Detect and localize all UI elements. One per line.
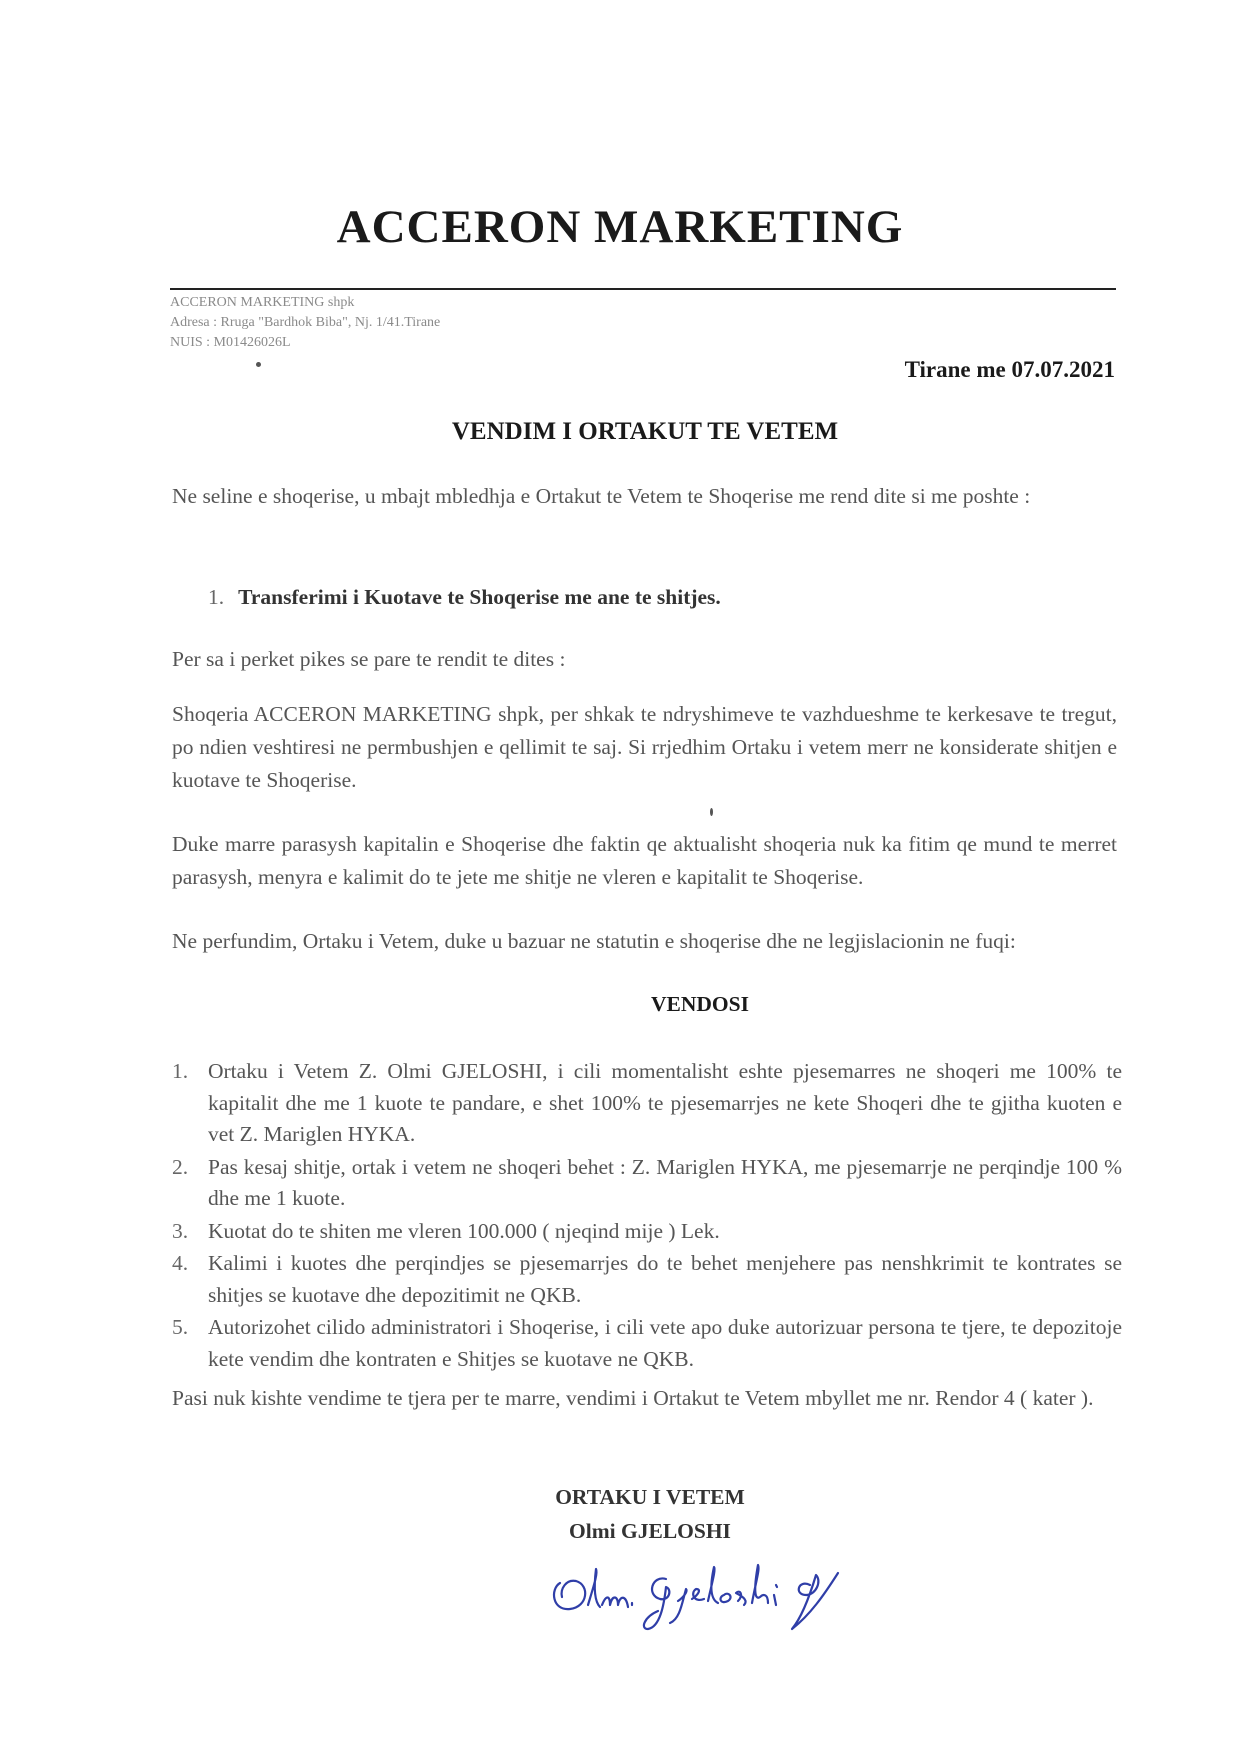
company-info — [170, 293, 440, 353]
vendosi-heading: VENDOSI — [651, 992, 749, 1016]
agenda-item — [208, 585, 721, 610]
signatory-block — [0, 1480, 1240, 1548]
company-nuis: NUIS : M01426026L — [170, 335, 291, 350]
intro-paragraph: Ne seline e shoqerise, u mbajt mbledhja e Ortakut te Vetem te Shoqerise me rend dite si me poshte : — [172, 484, 1031, 508]
handwritten-signature — [548, 1545, 878, 1635]
header-divider — [170, 288, 1116, 290]
decision-item: 2. Pas kesaj shitje, ortak i vetem ne shoqeri behet : Z. Mariglen HYKA, me pjesemarrje ne perqindje 100 % dhe me 1 kuote. — [172, 1154, 1122, 1210]
paragraph-1: Shoqeria ACCERON MARKETING shpk, per shkak te ndryshimeve te vazhdueshme te kerkesave te tregut, po ndien veshtiresi ne permbushjen e qellimit te saj. Si rrjedhim Ortaku i vetem merr ne konsiderate shitjen e kuotave te Shoqerise. — [172, 702, 1117, 792]
scan-speck — [256, 362, 261, 367]
decision-item: 1. Ortaku i Vetem Z. Olmi GJELOSHI, i cili momentalisht eshte pjesemarres ne shoqeri me 100% te kapitalit dhe me 1 kuote te pandare, e shet 100% te pjesemarrjes ne kete Shoqeri dhe te gjitha kuoten e vet Z. Mariglen HYKA. — [172, 1059, 1122, 1146]
point-intro: Per sa i perket pikes se pare te rendit te dites : — [172, 647, 566, 671]
decision-item: 3. Kuotat do te shiten me vleren 100.000 ( njeqind mije ) Lek. — [172, 1218, 720, 1243]
decision-item: 4. Kalimi i kuotes dhe perqindjes se pjesemarrjes do te behet menjehere pas nenshkrimit te kontrates se shitjes se kuotave dhe depozitimit ne QKB. — [172, 1251, 1122, 1307]
agenda-text: Transferimi i Kuotave te Shoqerise me ane te shitjes. — [238, 585, 721, 609]
company-name: ACCERON MARKETING shpk — [170, 295, 355, 310]
decision-item: 5. Autorizohet cilido administratori i Shoqerise, i cili vete apo duke autorizuar persona te tjere, te depozitoje kete vendim dhe kontraten e Shitjes se kuotave ne QKB. — [172, 1315, 1122, 1371]
agenda-number: 1. — [208, 585, 225, 609]
paragraph-3: Ne perfundim, Ortaku i Vetem, duke u bazuar ne statutin e shoqerise dhe ne legjislacionin ne fuqi: — [172, 929, 1016, 953]
signatory-role: ORTAKU I VETEM — [555, 1485, 745, 1509]
document-date: Tirane me 07.07.2021 — [904, 357, 1115, 382]
company-address: Adresa : Rruga "Bardhok Biba", Nj. 1/41.Tirane — [170, 315, 441, 330]
paragraph-2: Duke marre parasysh kapitalin e Shoqerise dhe faktin qe aktualisht shoqeria nuk ka fitim qe mund te merret parasysh, menyra e kalimit do te jete me shitje ne vleren e kapitalit te Shoqerise. — [172, 832, 1117, 889]
decisions-list — [172, 1056, 1122, 1376]
signatory-name: Olmi GJELOSHI — [569, 1519, 731, 1543]
scan-speck — [710, 808, 713, 816]
closing-paragraph: Pasi nuk kishte vendime te tjera per te marre, vendimi i Ortakut te Vetem mbyllet me nr. Rendor 4 ( kater ). — [172, 1386, 1094, 1410]
document-title: ACCERON MARKETING — [336, 201, 904, 253]
decision-heading: VENDIM I ORTAKUT TE VETEM — [451, 418, 839, 445]
